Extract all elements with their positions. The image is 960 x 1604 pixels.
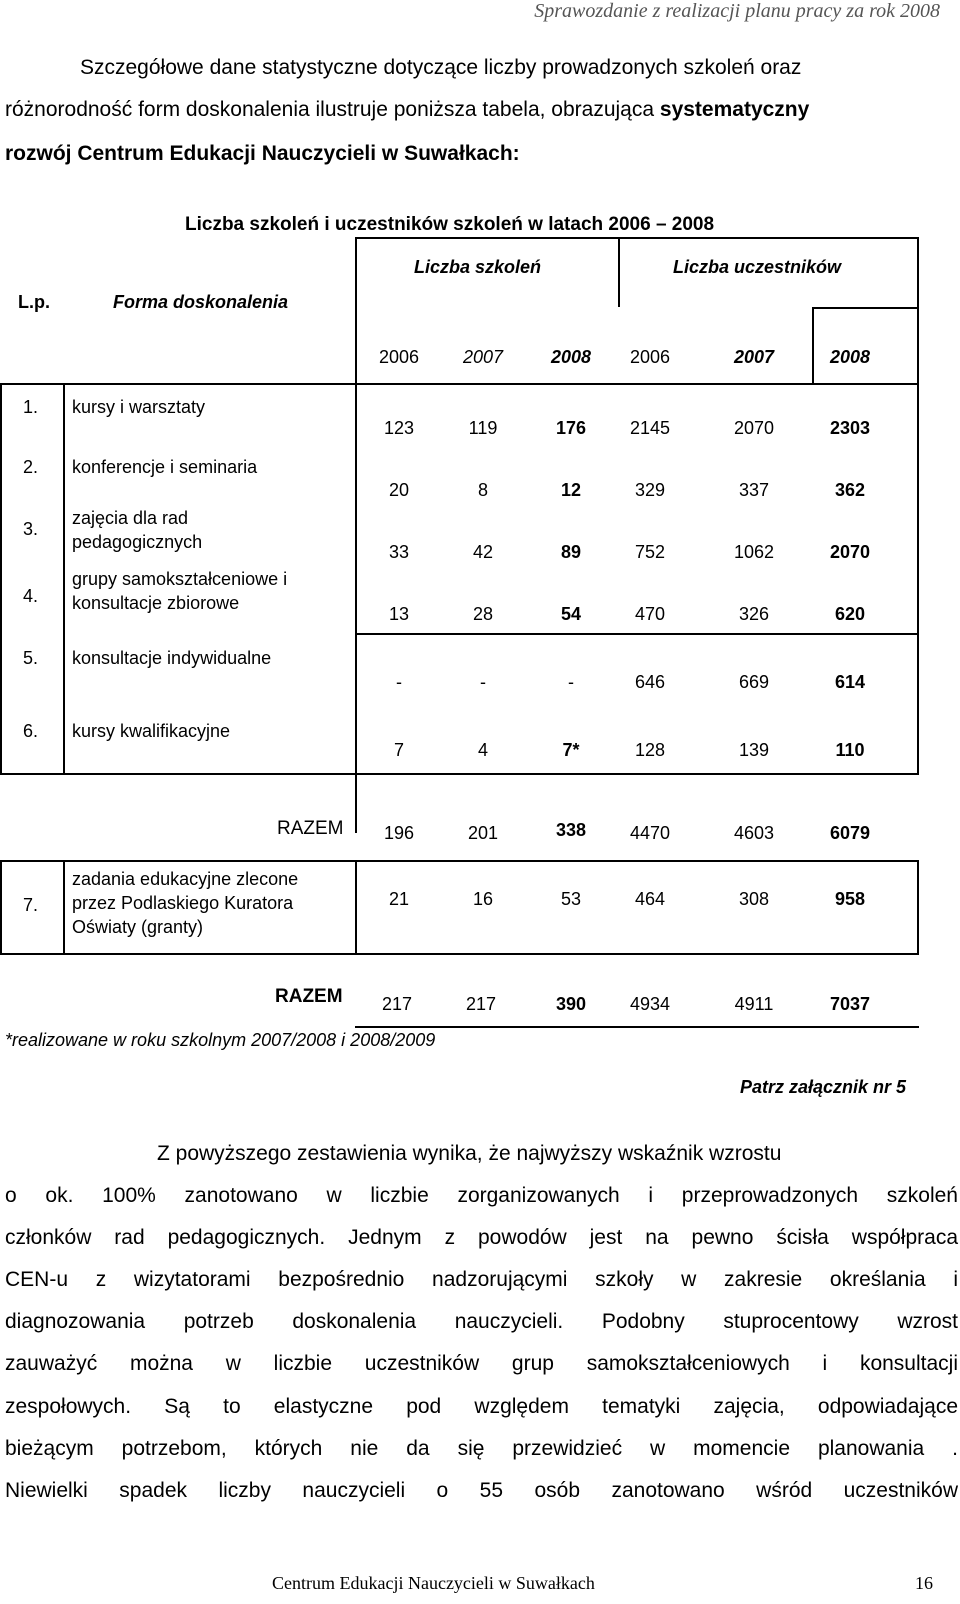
row-form: konferencje i seminaria xyxy=(72,457,258,477)
row-lp: 5. xyxy=(23,648,39,668)
value-cell: 20 xyxy=(388,480,410,500)
value-cell: 338 xyxy=(555,820,587,840)
row-lp: 1. xyxy=(23,397,39,417)
table-divider xyxy=(63,860,65,955)
table-divider xyxy=(618,237,620,307)
footer-institution: Centrum Edukacji Nauczycieli w Suwałkach xyxy=(272,1573,595,1593)
value-cell: 2145 xyxy=(629,418,671,438)
value-cell: 7 xyxy=(393,740,404,760)
value-cell: 4911 xyxy=(734,994,774,1014)
value-cell: 620 xyxy=(834,604,866,624)
value-cell: 4470 xyxy=(629,823,671,843)
row-form: grupy samokształceniowe i xyxy=(72,569,288,589)
value-cell: 464 xyxy=(634,889,666,909)
table-divider xyxy=(812,307,918,309)
value-cell: 337 xyxy=(738,480,770,500)
table-divider xyxy=(812,307,814,383)
value-cell: 390 xyxy=(555,994,587,1014)
row-form: zadania edukacyjne zlecone xyxy=(72,869,299,889)
value-cell: 470 xyxy=(634,604,666,624)
row-lp: 4. xyxy=(23,586,39,606)
value-cell: 196 xyxy=(383,823,415,843)
intro-line-2-text: różnorodność form doskonalenia ilustruje poniższa tabela, obrazująca xyxy=(5,98,655,121)
value-cell: 89 xyxy=(560,542,582,562)
value-cell: 752 xyxy=(634,542,666,562)
value-cell: 2070 xyxy=(733,418,775,438)
table-caption: Liczba szkoleń i uczestników szkoleń w latach 2006 – 2008 xyxy=(185,214,715,235)
value-cell: 16 xyxy=(472,889,494,909)
value-cell: 2070 xyxy=(829,542,871,562)
value-cell: 139 xyxy=(738,740,770,760)
value-cell: 7* xyxy=(562,740,580,760)
value-cell: 13 xyxy=(388,604,410,624)
table-divider xyxy=(0,383,2,773)
value-cell: 201 xyxy=(467,823,499,843)
value-cell: 54 xyxy=(560,604,582,624)
year-header: 2008 xyxy=(829,347,871,367)
value-cell: 7037 xyxy=(829,994,871,1014)
table-divider xyxy=(0,773,919,775)
value-cell: 217 xyxy=(465,994,497,1014)
year-header: 2007 xyxy=(462,347,504,367)
intro-line-1: Szczegółowe dane statystyczne dotyczące liczby prowadzonych szkoleń oraz xyxy=(80,56,802,79)
table-divider xyxy=(355,237,357,833)
attachment-note: Patrz załącznik nr 5 xyxy=(740,1077,907,1097)
value-cell: 12 xyxy=(560,480,582,500)
row-form: Oświaty (granty) xyxy=(72,917,204,937)
value-cell: 176 xyxy=(555,418,587,438)
row-form: pedagogicznych xyxy=(72,532,203,552)
paragraph-line: CEN-u z wizytatorami bezpośrednio nadzorującymi szkoły w zakresie określania i xyxy=(5,1268,958,1291)
page-number: 16 xyxy=(915,1573,933,1593)
running-header: Sprawozdanie z realizacji planu pracy za rok 2008 xyxy=(534,0,940,22)
intro-line-3: rozwój Centrum Edukacji Nauczycieli w Suwałkach: xyxy=(5,142,520,165)
value-cell: 329 xyxy=(634,480,666,500)
value-cell: - xyxy=(568,672,574,692)
value-cell: - xyxy=(396,672,402,692)
row-form: konsultacje zbiorowe xyxy=(72,593,240,613)
value-cell: 217 xyxy=(381,994,413,1014)
row-lp: 2. xyxy=(23,457,39,477)
paragraph-line: Niewielki spadek liczby nauczycieli o 55 osób zanotowano wśród uczestników xyxy=(5,1479,958,1502)
table-footnote: *realizowane w roku szkolnym 2007/2008 i 2008/2009 xyxy=(5,1030,436,1050)
value-cell: 646 xyxy=(634,672,666,692)
table-divider xyxy=(355,237,919,239)
year-header: 2006 xyxy=(629,347,671,367)
col-form-header: Forma doskonalenia xyxy=(113,292,289,312)
row-form: przez Podlaskiego Kuratora xyxy=(72,893,294,913)
value-cell: 42 xyxy=(472,542,494,562)
value-cell: 28 xyxy=(472,604,494,624)
col-uczestnikow-header: Liczba uczestników xyxy=(673,257,842,277)
intro-line-2-bold: systematyczny xyxy=(659,98,810,121)
value-cell: 4 xyxy=(477,740,488,760)
value-cell: 110 xyxy=(835,740,865,760)
row-form: kursy kwalifikacyjne xyxy=(72,721,231,741)
row-form: konsultacje indywidualne xyxy=(72,648,272,668)
razem-label: RAZEM xyxy=(277,818,344,839)
value-cell: 669 xyxy=(738,672,770,692)
table-divider xyxy=(0,860,2,955)
col-lp-header: L.p. xyxy=(18,292,50,312)
value-cell: 128 xyxy=(634,740,666,760)
value-cell: 119 xyxy=(468,418,498,438)
table-divider xyxy=(355,860,357,955)
row-lp: 7. xyxy=(23,895,39,915)
value-cell: 2303 xyxy=(829,418,871,438)
row-lp: 3. xyxy=(23,519,39,539)
year-header: 2007 xyxy=(733,347,775,367)
value-cell: 33 xyxy=(388,542,410,562)
paragraph-line: członków rad pedagogicznych. Jednym z powodów jest na pewno ścisła współpraca xyxy=(5,1226,958,1249)
paragraph-line: zauważyć można w liczbie uczestników grup samokształceniowych i konsultacji xyxy=(5,1352,958,1375)
paragraph-line: bieżącym potrzebom, których nie da się przewidzieć w momencie planowania . xyxy=(5,1437,958,1460)
row-form: zajęcia dla rad xyxy=(72,508,189,528)
table-divider xyxy=(0,953,919,955)
value-cell: 958 xyxy=(834,889,866,909)
paragraph-line: zespołowych. Są to elastyczne pod względem tematyki zajęcia, odpowiadające xyxy=(5,1395,958,1418)
table-divider xyxy=(917,383,919,773)
paragraph-line: o ok. 100% zanotowano w liczbie zorganizowanych i przeprowadzonych szkoleń xyxy=(5,1184,958,1207)
row-lp: 6. xyxy=(23,721,39,741)
year-header: 2008 xyxy=(550,347,592,367)
value-cell: 53 xyxy=(560,889,582,909)
value-cell: 1062 xyxy=(733,542,775,562)
intro-line-2 xyxy=(5,98,809,122)
year-header: 2006 xyxy=(378,347,420,367)
table-divider xyxy=(355,1026,919,1028)
value-cell: 4934 xyxy=(629,994,671,1014)
value-cell: 21 xyxy=(388,889,410,909)
col-szkolen-header: Liczba szkoleń xyxy=(414,257,542,277)
table-divider xyxy=(355,633,919,635)
row-form: kursy i warsztaty xyxy=(72,397,206,417)
value-cell: 4603 xyxy=(733,823,775,843)
table-divider xyxy=(0,383,919,385)
value-cell: 362 xyxy=(834,480,866,500)
table-divider xyxy=(0,860,919,862)
table-divider xyxy=(917,860,919,955)
value-cell: 308 xyxy=(738,889,770,909)
table-divider xyxy=(63,383,65,773)
value-cell: 6079 xyxy=(829,823,871,843)
value-cell: 614 xyxy=(834,672,866,692)
table-divider xyxy=(917,307,919,383)
value-cell: 326 xyxy=(738,604,770,624)
razem-label: RAZEM xyxy=(275,986,343,1007)
value-cell: 8 xyxy=(477,480,488,500)
value-cell: 123 xyxy=(383,418,415,438)
paragraph-line: diagnozowania potrzeb doskonalenia nauczycieli. Podobny stuprocentowy wzrost xyxy=(5,1310,958,1333)
table-divider xyxy=(917,237,919,307)
paragraph-line: Z powyższego zestawienia wynika, że najwyższy wskaźnik wzrostu xyxy=(157,1142,782,1165)
value-cell: - xyxy=(480,672,486,692)
